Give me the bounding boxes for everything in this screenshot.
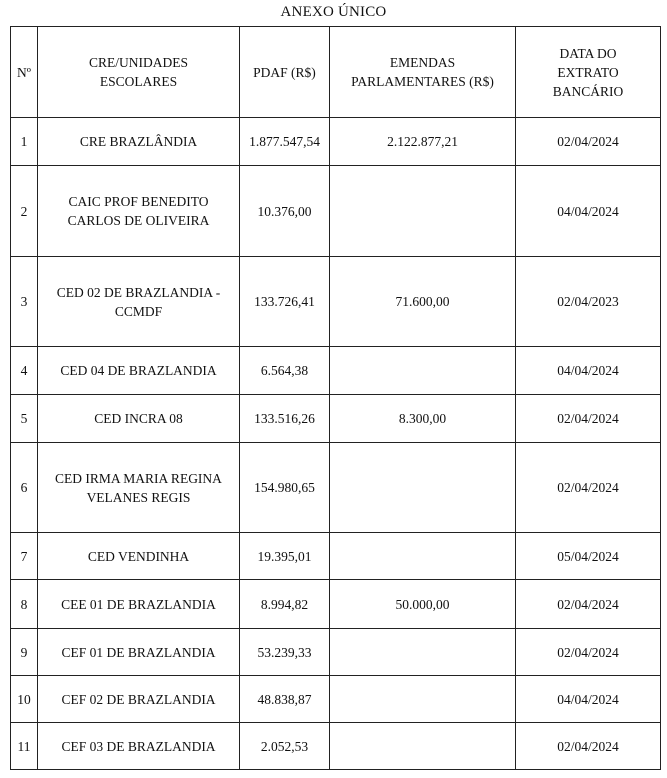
cell-emendas: 2.122.877,21 xyxy=(330,118,516,166)
cell-pdaf: 2.052,53 xyxy=(240,723,330,770)
cell-data: 05/04/2024 xyxy=(516,533,661,580)
cell-data: 04/04/2024 xyxy=(516,166,661,257)
cell-unidade: CAIC PROF BENEDITO CARLOS DE OLIVEIRA xyxy=(38,166,240,257)
cell-pdaf: 154.980,65 xyxy=(240,443,330,533)
header-emendas-text: EMENDAS PARLAMENTARES (R$) xyxy=(351,55,494,89)
cell-unidade: CED 02 DE BRAZLANDIA - CCMDF xyxy=(38,257,240,347)
cell-no: 11 xyxy=(11,723,38,770)
cell-no: 1 xyxy=(11,118,38,166)
cell-unidade: CED IRMA MARIA REGINA VELANES REGIS xyxy=(38,443,240,533)
table-row xyxy=(11,166,661,257)
cell-emendas xyxy=(330,166,516,257)
header-unidade-text: CRE/UNIDADES ESCOLARES xyxy=(88,55,188,89)
header-data-text: DATA DO EXTRATO BANCÁRIO xyxy=(552,45,624,99)
cell-no: 2 xyxy=(11,166,38,257)
cell-no: 9 xyxy=(11,629,38,676)
cell-data: 04/04/2024 xyxy=(516,676,661,723)
table-row xyxy=(11,723,661,770)
cell-data: 02/04/2024 xyxy=(516,395,661,443)
cell-emendas xyxy=(330,723,516,770)
cell-pdaf: 8.994,82 xyxy=(240,580,330,629)
header-emendas xyxy=(330,27,516,118)
cell-unidade: CED 04 DE BRAZLANDIA xyxy=(38,347,240,395)
table-row xyxy=(11,676,661,723)
cell-emendas: 8.300,00 xyxy=(330,395,516,443)
table-row xyxy=(11,629,661,676)
table-row xyxy=(11,257,661,347)
cell-data: 02/04/2024 xyxy=(516,629,661,676)
cell-emendas: 71.600,00 xyxy=(330,257,516,347)
cell-no: 8 xyxy=(11,580,38,629)
cell-pdaf: 10.376,00 xyxy=(240,166,330,257)
cell-data: 02/04/2024 xyxy=(516,580,661,629)
cell-emendas xyxy=(330,629,516,676)
cell-no: 7 xyxy=(11,533,38,580)
cell-pdaf: 133.726,41 xyxy=(240,257,330,347)
table-row xyxy=(11,580,661,629)
cell-emendas xyxy=(330,676,516,723)
cell-unidade: CEF 03 DE BRAZLANDIA xyxy=(38,723,240,770)
cell-emendas xyxy=(330,443,516,533)
cell-pdaf: 133.516,26 xyxy=(240,395,330,443)
cell-data: 02/04/2023 xyxy=(516,257,661,347)
header-no: Nº xyxy=(11,27,38,118)
table-header-row xyxy=(11,27,661,118)
header-pdaf: PDAF (R$) xyxy=(240,27,330,118)
header-unidade xyxy=(38,27,240,118)
annex-table xyxy=(10,26,661,770)
document-title: ANEXO ÚNICO xyxy=(280,4,387,20)
cell-no: 3 xyxy=(11,257,38,347)
header-data xyxy=(516,27,661,118)
cell-unidade: CED VENDINHA xyxy=(38,533,240,580)
cell-pdaf: 53.239,33 xyxy=(240,629,330,676)
table-row xyxy=(11,395,661,443)
table-row xyxy=(11,118,661,166)
table-row xyxy=(11,347,661,395)
cell-no: 5 xyxy=(11,395,38,443)
cell-data: 02/04/2024 xyxy=(516,723,661,770)
cell-unidade: CEF 01 DE BRAZLANDIA xyxy=(38,629,240,676)
cell-data: 02/04/2024 xyxy=(516,443,661,533)
cell-unidade: CED INCRA 08 xyxy=(38,395,240,443)
cell-emendas xyxy=(330,347,516,395)
cell-unidade: CRE BRAZLÂNDIA xyxy=(38,118,240,166)
cell-no: 4 xyxy=(11,347,38,395)
cell-pdaf: 1.877.547,54 xyxy=(240,118,330,166)
cell-emendas: 50.000,00 xyxy=(330,580,516,629)
table-row xyxy=(11,443,661,533)
cell-pdaf: 19.395,01 xyxy=(240,533,330,580)
cell-no: 10 xyxy=(11,676,38,723)
cell-pdaf: 48.838,87 xyxy=(240,676,330,723)
cell-unidade: CEE 01 DE BRAZLANDIA xyxy=(38,580,240,629)
cell-emendas xyxy=(330,533,516,580)
cell-unidade: CEF 02 DE BRAZLANDIA xyxy=(38,676,240,723)
cell-no: 6 xyxy=(11,443,38,533)
table-row xyxy=(11,533,661,580)
cell-pdaf: 6.564,38 xyxy=(240,347,330,395)
cell-data: 04/04/2024 xyxy=(516,347,661,395)
cell-data: 02/04/2024 xyxy=(516,118,661,166)
